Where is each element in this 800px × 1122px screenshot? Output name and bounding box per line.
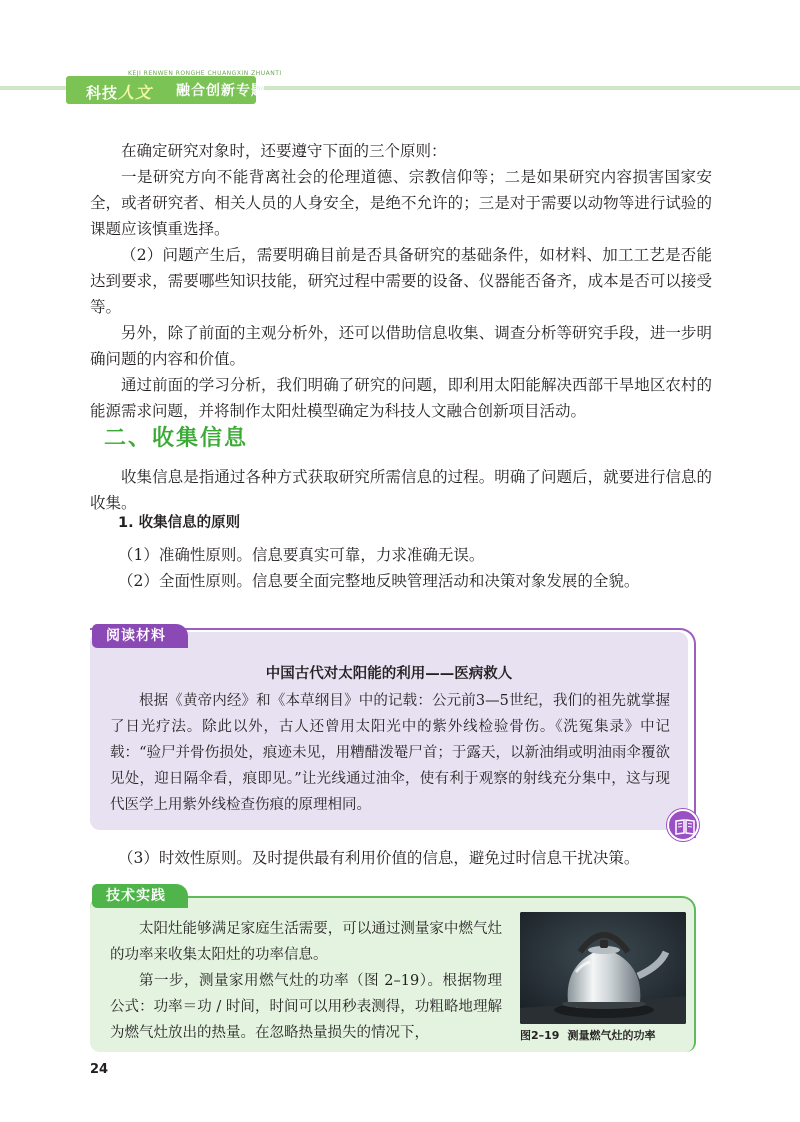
sub-title: 1. 收集信息的原则 [118, 515, 241, 531]
paragraph-principles: 一是研究方向不能背离社会的伦理道德、宗教信仰等；二是如果研究内容损害国家安全，或者研究者、相关人员的人身安全，是绝不允许的；三是对于需要以动物等进行试验的课题应该慎重选择。 [90, 168, 712, 238]
page-number: 24 [90, 1062, 109, 1077]
practice-para-2: 第一步，测量家用燃气灶的功率（图 2–19）。根据物理公式：功率＝功 / 时间，时间可以用秒表测得，功粗略地理解为燃气灶放出的热量。在忽略热量损失的情况下， [110, 973, 502, 1041]
paragraph-principles-intro: 在确定研究对象时，还要遵守下面的三个原则： [121, 142, 447, 160]
section-title: 二、收集信息 [104, 426, 249, 451]
principle-item-3: （3）时效性原则。及时提供最有利用价值的信息，避免过时信息干扰决策。 [118, 849, 640, 867]
figure-caption [520, 1027, 655, 1043]
header-brand [86, 80, 152, 103]
practice-para-1: 太阳灶能够满足家庭生活需要，可以通过测量家中燃气灶的功率来收集太阳灶的功率信息。 [110, 921, 502, 963]
header-brand-left: 科技 [86, 84, 119, 102]
practice-tab: 技术实践 [92, 884, 188, 908]
reading-text: 根据《黄帝内经》和《本草纲目》中的记载：公元前3—5世纪，我们的祖先就掌握了日光疗法。除此以外，古人还曾用太阳光中的紫外线检验骨伤。《洗冤集录》中记载：“验尸并骨伤损处，痕迹未见，用糟醋泼罨尸首；于露天，以新油绢或明油雨伞覆欲见处，迎日隔伞看，痕即见。”让光线通过油伞，使有利于观察的射线充分集中，这与现代医学上用紫外线检查伤痕的原理相同。 [110, 693, 670, 813]
book-icon [667, 809, 699, 841]
figure-number: 图2–19 [520, 1029, 560, 1042]
header-topic: 融合创新专题 [176, 83, 266, 99]
principle-item-1: （1）准确性原则。信息要真实可靠，力求准确无误。 [118, 546, 485, 564]
header-brand-mid: 人文 [118, 83, 153, 102]
header-pinyin: KEJI RENWEN RONGHE CHUANGXIN ZHUANTI [128, 70, 282, 77]
reading-tab: 阅读材料 [92, 624, 188, 648]
paragraph-conclusion: 通过前面的学习分析，我们明确了研究的问题，即利用太阳能解决西部干旱地区农村的能源需求问题，并将制作太阳灶模型确定为科技人文融合创新项目活动。 [90, 376, 712, 420]
paragraph-collect-info: 收集信息是指通过各种方式获取研究所需信息的过程。明确了问题后，就要进行信息的收集。 [90, 468, 712, 512]
gas-stove-kettle-photo [520, 912, 686, 1024]
reading-title: 中国古代对太阳能的利用——医病救人 [265, 666, 513, 682]
paragraph-conditions: （2）问题产生后，需要明确目前是否具备研究的基础条件，如材料、加工工艺是否能达到要求，需要哪些知识技能，研究过程中需要的设备、仪器能否备齐，成本是否可以接受等。 [90, 246, 712, 316]
paragraph-other-methods: 另外，除了前面的主观分析外，还可以借助信息收集、调查分析等研究手段，进一步明确问题的内容和价值。 [90, 324, 712, 368]
principle-item-2: （2）全面性原则。信息要全面完整地反映管理活动和决策对象发展的全貌。 [118, 572, 640, 590]
practice-text [110, 916, 502, 1046]
page-header [0, 70, 800, 110]
figure-caption-text: 测量燃气灶的功率 [567, 1029, 656, 1042]
